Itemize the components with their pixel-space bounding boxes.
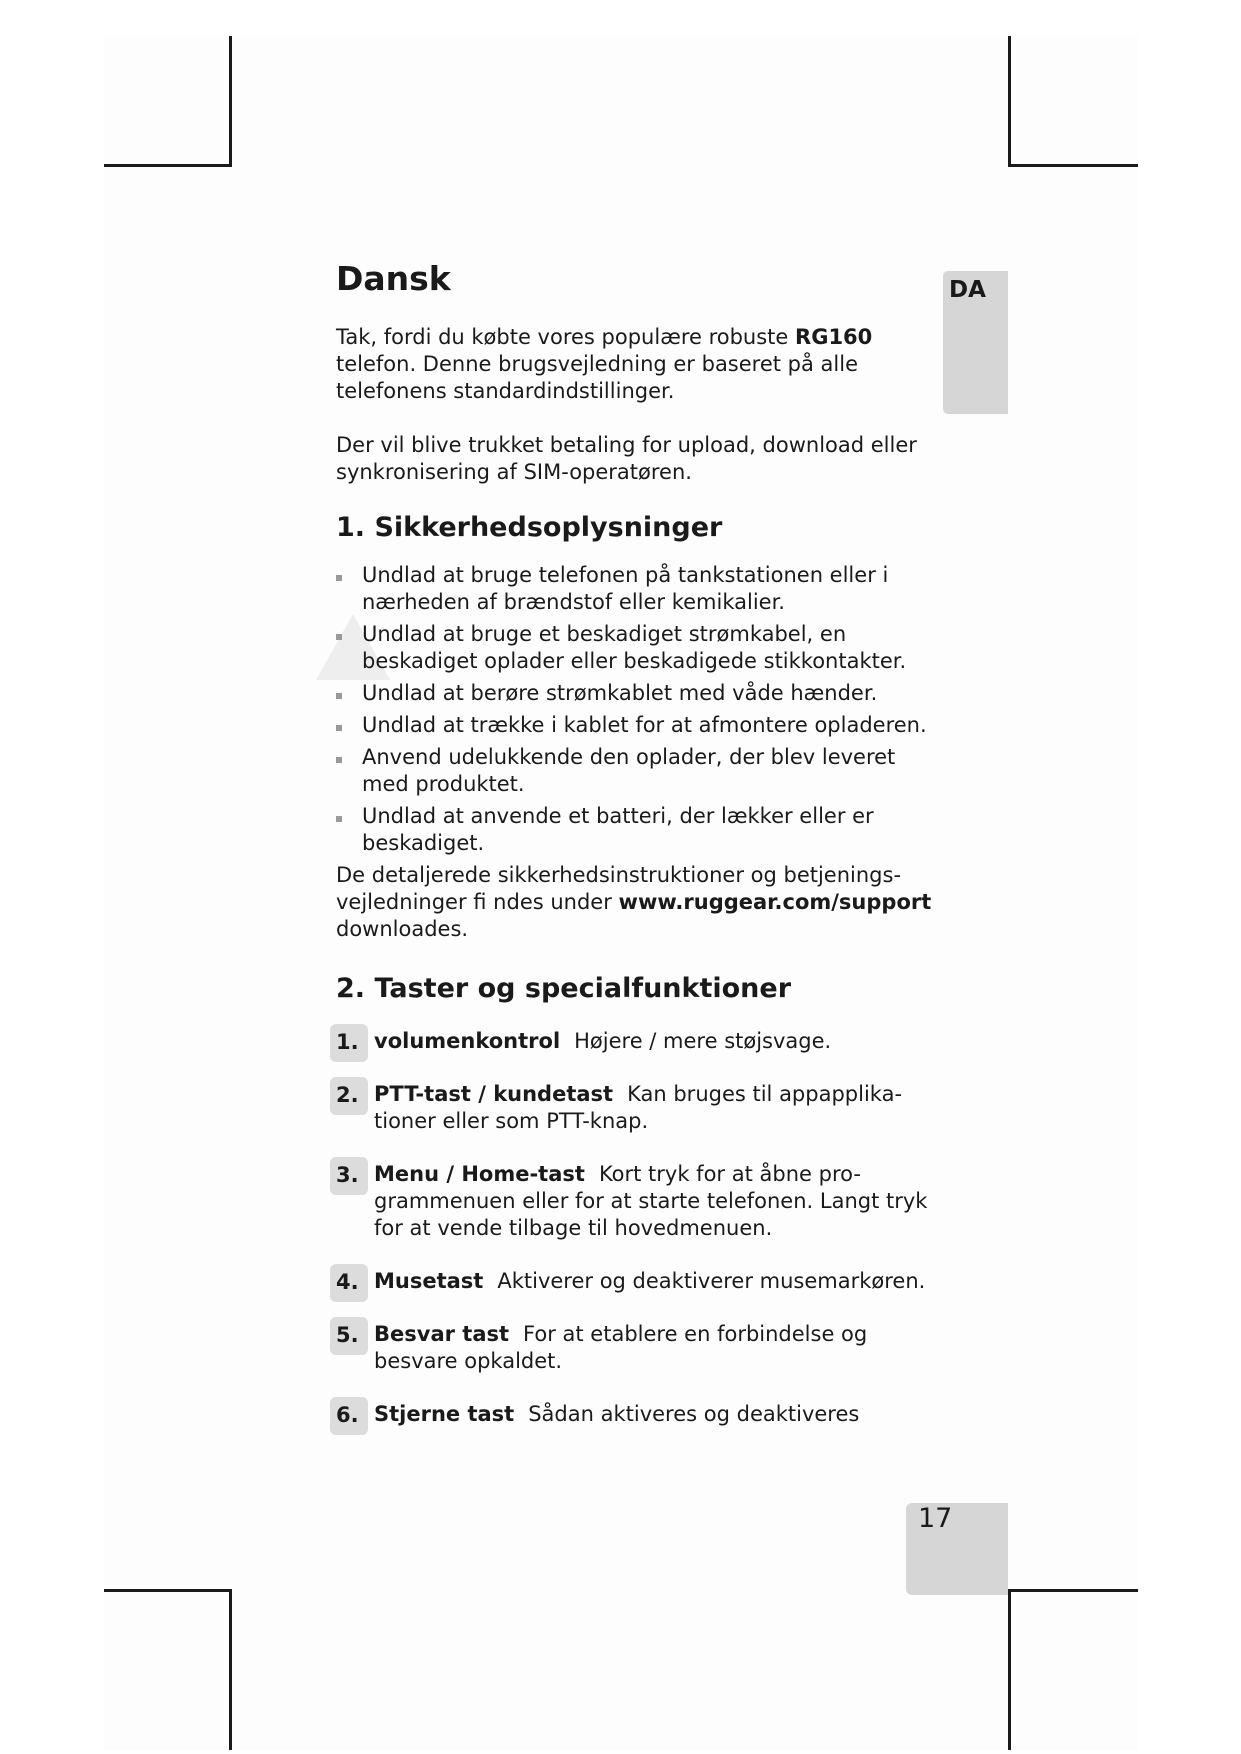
crop-mark-bottom-right-h: [1008, 1589, 1138, 1592]
key-number-badge: 1.: [330, 1024, 368, 1062]
safety-details: De detaljerede sikkerhedsinstruktioner og betjenings-vejledninger fi ndes under www.ruggear.com/support downloades.: [336, 863, 932, 941]
support-link[interactable]: www.ruggear.com/support: [618, 890, 932, 914]
language-tab: [943, 271, 1008, 414]
key-description: For at etablere en forbindelse og besvare opkaldet.: [374, 1322, 868, 1373]
crop-mark-top-right-h: [1008, 164, 1138, 167]
bullet-icon: [336, 816, 342, 822]
key-description: Højere / mere støjsvage.: [574, 1029, 832, 1053]
key-item: [336, 1081, 936, 1135]
intro-paragraph-2: Der vil blive trukket betaling for upload, download eller synkronisering af SIM-operatøren.: [336, 433, 917, 484]
bullet-icon: [336, 725, 342, 731]
language-code: DA: [949, 277, 986, 303]
safety-item: Undlad at anvende et batteri, der lækker eller er beskadiget.: [336, 803, 936, 857]
safety-item: Undlad at bruge et beskadiget strømkabel, en beskadiget oplader eller beskadigede stikkontakter.: [336, 621, 936, 675]
safety-item: Anvend udelukkende den oplader, der blev leveret med produktet.: [336, 744, 936, 798]
key-description: Kort tryk for at åbne pro-grammenuen eller for at starte telefonen. Langt tryk for at vende tilbage til hovedmenuen.: [374, 1162, 928, 1240]
key-number-badge: 4.: [330, 1264, 368, 1302]
safety-list: [336, 562, 936, 857]
safety-item: Undlad at trække i kablet for at afmontere opladeren.: [336, 712, 936, 739]
bullet-icon: [336, 634, 342, 640]
key-item: [336, 1401, 936, 1428]
main-content: [336, 256, 936, 1454]
key-name: Besvar tast: [374, 1322, 510, 1346]
crop-mark-top-right-v: [1008, 36, 1011, 167]
key-item: [336, 1161, 936, 1242]
intro-paragraph-1: Tak, fordi du købte vores populære robuste RG160 telefon. Denne brugsvejledning er baseret på alle telefonens standardindstillinger.: [336, 325, 873, 403]
crop-mark-bottom-right-v: [1008, 1589, 1011, 1750]
key-number-badge: 3.: [330, 1157, 368, 1195]
crop-mark-top-left-h: [104, 164, 232, 167]
key-name: PTT-tast / kundetast: [374, 1082, 614, 1106]
crop-mark-bottom-left-h: [104, 1589, 232, 1592]
key-number-badge: 6.: [330, 1397, 368, 1435]
key-description: Sådan aktiveres og deaktiveres: [528, 1402, 860, 1426]
safety-item: Undlad at bruge telefonen på tankstationen eller i nærheden af brændstof eller kemikalier.: [336, 562, 936, 616]
page-title: Dansk: [336, 259, 451, 298]
key-item: [336, 1028, 936, 1055]
keys-heading: 2. Taster og specialfunktioner: [336, 973, 792, 1004]
crop-mark-top-left-v: [229, 36, 232, 167]
bullet-icon: [336, 757, 342, 763]
model-name: RG160: [795, 325, 873, 349]
page-number: 17: [918, 1503, 953, 1534]
key-name: Menu / Home-tast: [374, 1162, 585, 1186]
crop-mark-bottom-left-v: [229, 1589, 232, 1750]
safety-item: Undlad at berøre strømkablet med våde hænder.: [336, 680, 936, 707]
key-name: Stjerne tast: [374, 1402, 515, 1426]
keys-list: [336, 1028, 936, 1428]
key-name: volumenkontrol: [374, 1029, 561, 1053]
safety-heading: 1. Sikkerhedsoplysninger: [336, 512, 723, 543]
key-item: [336, 1268, 936, 1295]
key-item: [336, 1321, 936, 1375]
key-description: Aktiverer og deaktiverer musemarkøren.: [497, 1269, 926, 1293]
bullet-icon: [336, 575, 342, 581]
bullet-icon: [336, 693, 342, 699]
key-description: Kan bruges til appapplika-tioner eller som PTT-knap.: [374, 1082, 903, 1133]
page-number-tab: [906, 1503, 1008, 1595]
key-number-badge: 5.: [330, 1317, 368, 1355]
key-number-badge: 2.: [330, 1077, 368, 1115]
key-name: Musetast: [374, 1269, 484, 1293]
